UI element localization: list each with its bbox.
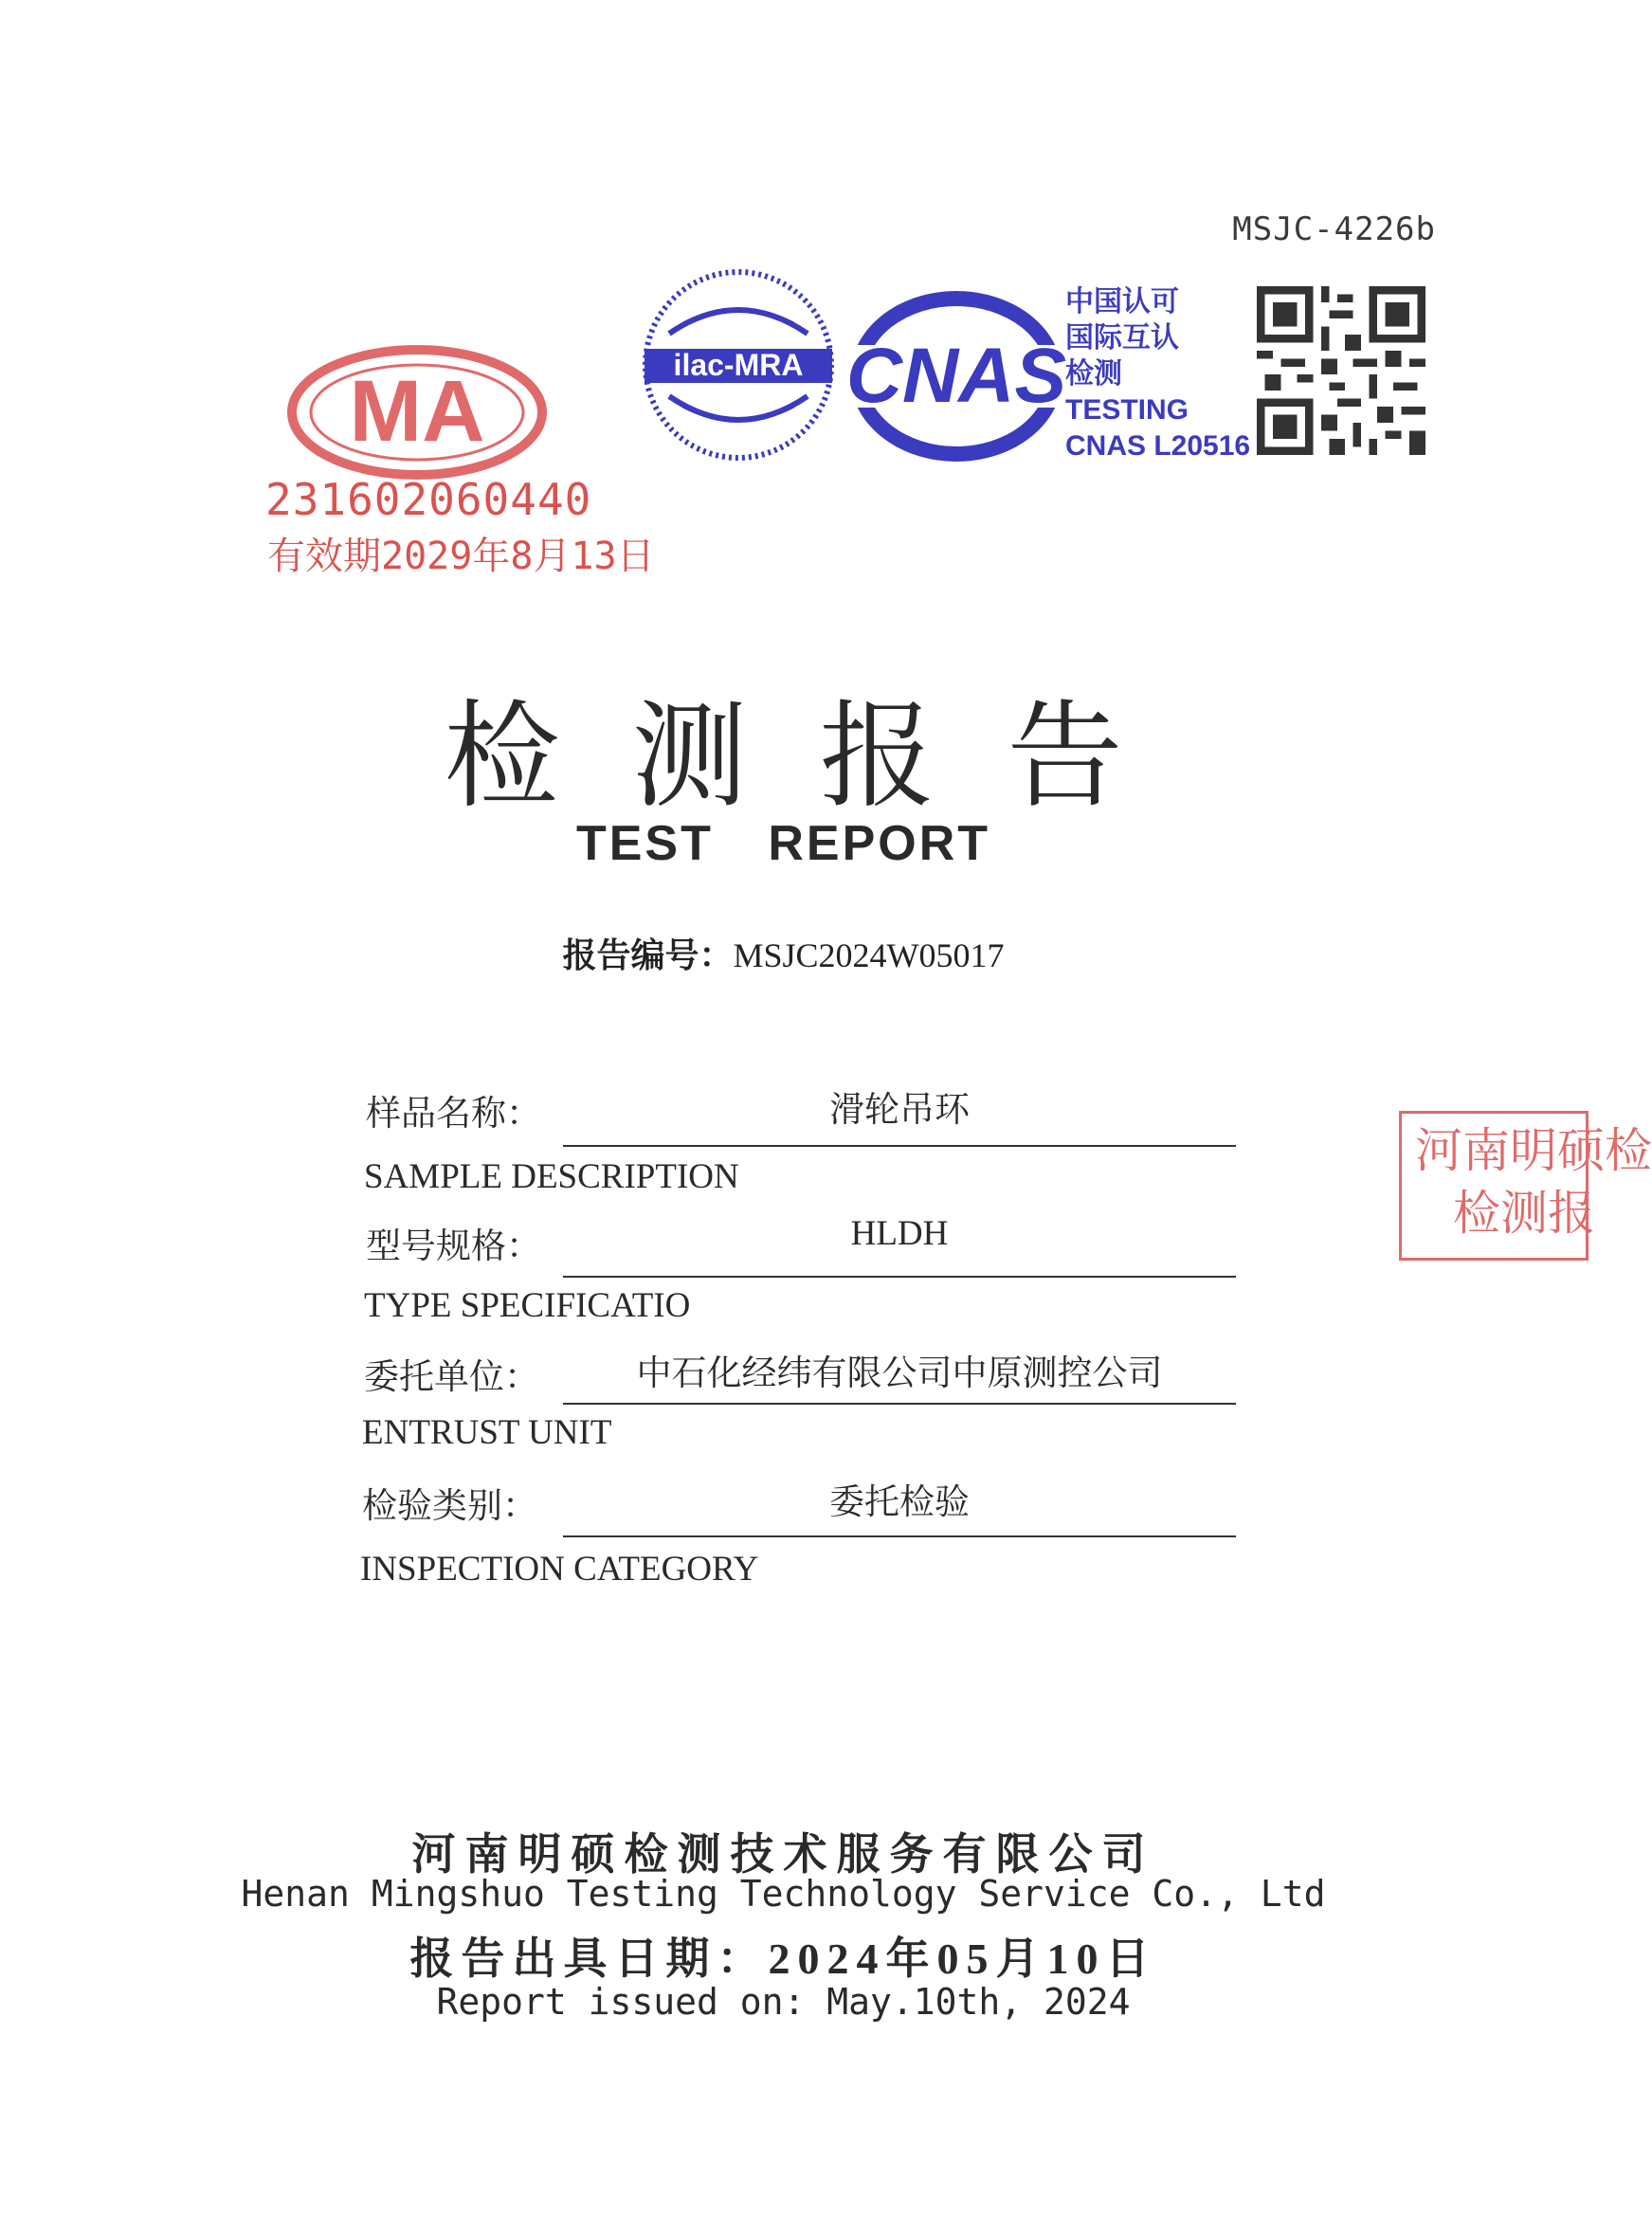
cnas-line: 国际互认 [1065,322,1179,354]
report-number-label: 报告编号： [562,936,734,974]
side-stamp-line: 河南明硕检 [1415,1124,1652,1177]
sample-name-label: 样品名称： [366,1095,541,1134]
report-title-cn: 检测报告 [444,694,1195,822]
issue-date-en: Report issued on: May.10th, 2024 [436,1981,1131,2023]
entrust-unit-underline [563,1403,1236,1405]
sample-name-value: 滑轮吊环 [829,1091,970,1130]
inspection-category-underline [563,1535,1236,1537]
sample-description-label: SAMPLE DESCRIPTION [364,1157,739,1196]
type-spec-label: 型号规格： [366,1227,541,1266]
cnas-logo-text: CNAS [845,333,1067,419]
cnas-accreditation-text [1065,284,1250,464]
company-name-cn: 河南明硕检测技术服务有限公司 [411,1830,1155,1879]
side-seal-stamp [1399,1111,1652,1261]
cnas-line: 中国认可 [1065,286,1179,318]
report-number-value: MSJC2024W05017 [733,936,1005,974]
inspection-category-label: 检验类别： [362,1487,537,1526]
entrust-unit-value: 中石化经纬有限公司中原测控公司 [636,1354,1163,1393]
company-name-en: Henan Mingshuo Testing Technology Service Co., Ltd [241,1873,1326,1915]
qr-code-icon[interactable] [1257,286,1425,455]
entrust-unit-label: 委托单位： [364,1358,539,1397]
cma-validity: 有效期2029年8月13日 [267,535,655,578]
cma-mark-text: MA [349,363,485,460]
cma-mark-icon [284,341,550,483]
cnas-line: TESTING [1065,394,1189,426]
document-code: MSJC-4226b [1232,210,1436,248]
ilac-mra-logo-icon [641,267,836,463]
report-title-en: TEST REPORT [575,816,991,871]
type-specification-label: TYPE SPECIFICATIO [364,1286,691,1325]
side-stamp-line: 检测报 [1453,1187,1595,1240]
issue-date-cn: 报告出具日期：2024年05月10日 [409,1934,1157,1983]
inspection-category-en-label: INSPECTION CATEGORY [360,1550,759,1589]
sample-name-underline [563,1145,1236,1147]
cnas-line: 检测 [1065,358,1122,390]
cnas-line: CNAS L20516 [1065,430,1251,462]
cnas-logo-icon [844,286,1069,466]
report-number [0,929,1567,977]
ilac-text: ilac-MRA [673,348,804,382]
entrust-unit-en-label: ENTRUST UNIT [362,1413,612,1452]
cma-number: 231602060440 [265,474,592,525]
type-spec-underline [563,1276,1236,1278]
type-spec-value: HLDH [850,1214,949,1253]
inspection-category-value: 委托检验 [829,1483,970,1522]
